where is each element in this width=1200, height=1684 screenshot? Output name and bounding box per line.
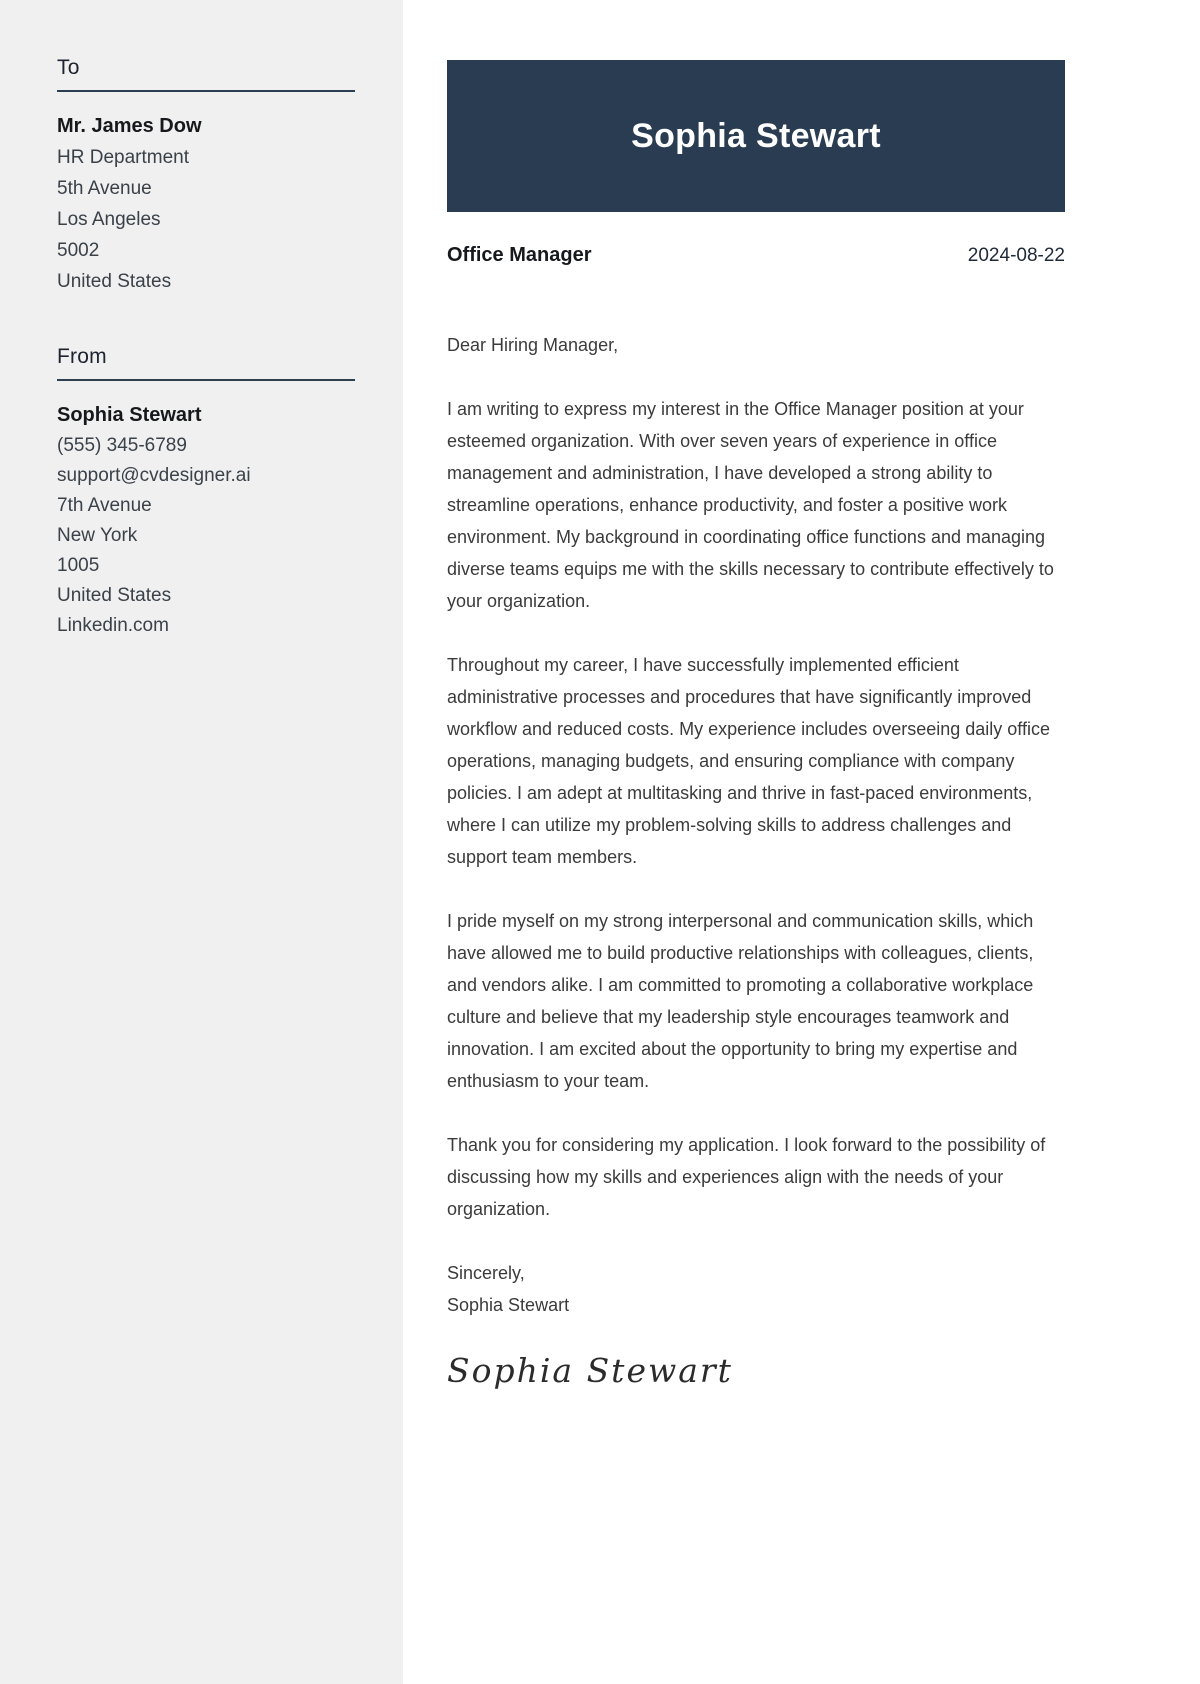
from-heading: From [57, 345, 107, 368]
closing-word: Sincerely, [447, 1263, 525, 1283]
recipient-street: 5th Avenue [57, 178, 152, 199]
job-title: Office Manager [447, 244, 592, 266]
sender-zip: 1005 [57, 555, 100, 576]
sender-email: support@cvdesigner.ai [57, 465, 251, 486]
meta-row [447, 244, 1065, 267]
name-banner [447, 60, 1065, 212]
letter-paragraph: Thank you for considering my application. I look forward to the possibility of discussing how my skills and experiences align with the needs of your organization. [447, 1135, 1046, 1219]
to-heading: To [57, 56, 80, 79]
sender-section [57, 345, 363, 641]
letter-paragraph: I am writing to express my interest in the Office Manager position at your esteemed organization. With over seven years of experience in office management and administration, I have developed a strong ability to streamline operations, enhance productivity, and foster a positive work environment. My background in coordinating office functions and managing diverse teams equips me with the skills necessary to contribute effectively to your organization. [447, 399, 1054, 611]
salutation: Dear Hiring Manager, [447, 335, 619, 355]
handwritten-signature: Sophia Stewart [447, 1351, 733, 1390]
contact-sidebar [0, 0, 403, 1684]
letter-main [447, 0, 1065, 1390]
sender-name: Sophia Stewart [57, 404, 202, 426]
sender-city: New York [57, 525, 138, 546]
letter-date: 2024-08-22 [967, 245, 1065, 266]
recipient-section [57, 56, 363, 297]
candidate-name-title: Sophia Stewart [631, 116, 881, 155]
recipient-name: Mr. James Dow [57, 115, 202, 137]
sender-street: 7th Avenue [57, 495, 152, 516]
letter-paragraph: Throughout my career, I have successfully implemented efficient administrative processes and procedures that have significantly improved workflow and reduced costs. My experience includes overseeing daily office operations, managing budgets, and ensuring compliance with company policies. I am adept at multitasking and thrive in fast-paced environments, where I can utilize my problem-solving skills to address challenges and support team members. [447, 655, 1050, 867]
recipient-zip: 5002 [57, 240, 100, 261]
recipient-country: United States [57, 271, 172, 292]
letter-paragraph: I pride myself on my strong interpersonal and communication skills, which have allowed me to build productive relationships with colleagues, clients, and vendors alike. I am committed to promoting a collaborative workplace culture and believe that my leadership style encourages teamwork and innovation. I am excited about the opportunity to bring my expertise and enthusiasm to your team. [447, 911, 1034, 1091]
to-divider [57, 90, 355, 92]
sender-linkedin: Linkedin.com [57, 615, 169, 636]
letter-body [447, 329, 1065, 1390]
recipient-city: Los Angeles [57, 209, 161, 230]
from-divider [57, 379, 355, 381]
closing-block [447, 1257, 1065, 1321]
sender-phone: (555) 345-6789 [57, 435, 187, 456]
recipient-department: HR Department [57, 147, 189, 168]
sender-country: United States [57, 585, 172, 606]
closing-name: Sophia Stewart [447, 1295, 570, 1315]
